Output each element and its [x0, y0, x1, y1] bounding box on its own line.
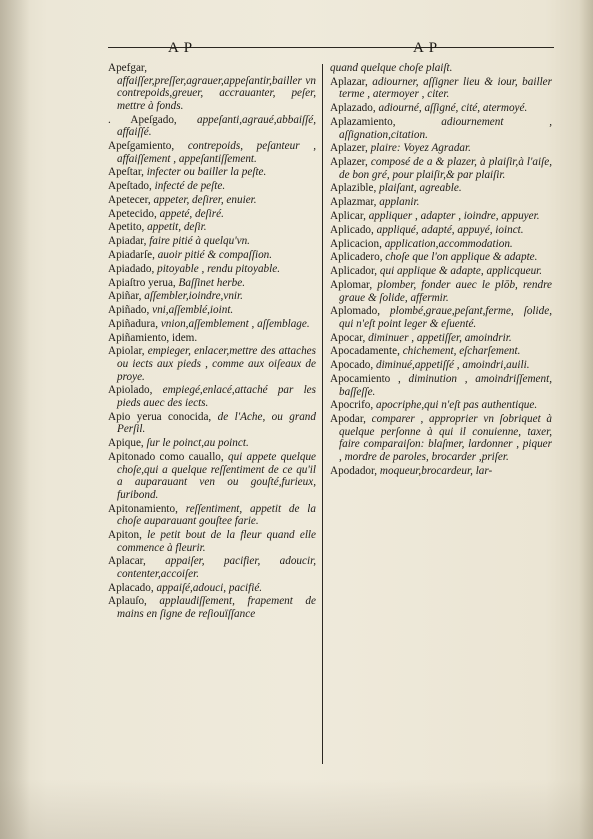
- entry-headword: Apiñadura,: [108, 317, 159, 330]
- dictionary-entry: [108, 332, 316, 345]
- dictionary-entry: [108, 318, 316, 331]
- entry-headword: Aplicacion,: [330, 237, 382, 250]
- dictionary-entry: [330, 196, 552, 209]
- entry-headword: Apiolar,: [108, 345, 145, 358]
- entry-definition: appeſanti,agraué,abbaiſſé, affaiſſé.: [117, 113, 316, 139]
- entry-headword: Aplacar,: [108, 555, 146, 568]
- entry-definition: faire pitié à quelqu'vn.: [149, 235, 250, 248]
- entry-definition: diminution , amoindriſſement, baſſeſſe.: [339, 373, 553, 398]
- entry-definition: plaiſant, agreable.: [379, 182, 462, 195]
- entry-definition: infecté de peſte.: [154, 180, 226, 193]
- dictionary-entry: [330, 399, 552, 412]
- dictionary-entry: [108, 140, 316, 165]
- entry-definition: auoir pitié & compaſſion.: [157, 249, 273, 261]
- entry-headword: Apeſgamiento,: [108, 139, 175, 152]
- entry-definition: ſur le poinct,au poinct.: [146, 437, 249, 450]
- dictionary-entry: [330, 76, 552, 101]
- entry-definition: plombé,graue,peſant,ferme, ſolide, qui n'eſt point leger & eſuenté.: [339, 305, 552, 330]
- dictionary-entry: [330, 156, 552, 181]
- entry-headword: Aplicador,: [330, 265, 378, 278]
- entry-definition: reſſentiment, appetit de la choſe auparauant gouſtee farie.: [117, 502, 316, 528]
- dictionary-entry: [108, 555, 316, 580]
- dictionary-entry: [108, 411, 316, 436]
- dictionary-entry: [108, 595, 316, 620]
- dictionary-entry: [330, 210, 552, 223]
- entry-headword: Apocamiento ,: [330, 373, 401, 386]
- dictionary-entry: [108, 263, 316, 276]
- entry-headword: Apiñamiento, idem.: [108, 331, 198, 344]
- entry-definition: appetit, deſir.: [147, 221, 207, 234]
- entry-headword: Apiton,: [108, 528, 142, 541]
- dictionary-entry: [108, 345, 316, 383]
- dictionary-entry: [108, 208, 316, 221]
- dictionary-entry: [330, 373, 552, 398]
- entry-definition: comparer , approprier vn ſobriquet à quelque perſonne à qui il conuienne, taxer, faire comparaiſon: blaſmer, lardonner , piquer , mordre de paroles, brocarder ,priſer.: [339, 413, 553, 463]
- entry-headword: Apetito,: [108, 221, 145, 234]
- entry-headword: . Apeſgado,: [108, 113, 177, 126]
- page-edge-shadow: [579, 0, 593, 839]
- entry-definition: chichement, eſcharſement.: [402, 345, 521, 358]
- entry-headword: Apetecido,: [108, 207, 157, 220]
- dictionary-entry: [108, 529, 316, 554]
- dictionary-entry: [330, 305, 552, 330]
- dictionary-entry: [330, 142, 552, 155]
- right-column: [330, 62, 552, 479]
- entry-definition: contrepoids, peſanteur , affaiſſement , appeſantiſſement.: [117, 139, 316, 165]
- entry-definition: appeté, deſiré.: [159, 207, 224, 220]
- entry-definition: diminué,appetiſſé , amoindri,auili.: [375, 359, 530, 372]
- entry-headword: Apiadar,: [108, 235, 147, 248]
- entry-definition: applanir.: [379, 196, 420, 209]
- dictionary-entry: [330, 359, 552, 372]
- dictionary-entry: [108, 290, 316, 303]
- entry-headword: Apetecer,: [108, 193, 151, 206]
- entry-definition: empiegé,enlacé,attaché par les pieds auec des iects.: [117, 384, 316, 410]
- entry-headword: Aplicadero,: [330, 251, 383, 264]
- entry-definition: applaudiſſement, frapement de mains en ſigne de reſiouïſſance: [117, 595, 316, 621]
- dictionary-entry: [330, 182, 552, 195]
- dictionary-entry: [108, 114, 316, 139]
- dictionary-entry: [108, 249, 316, 262]
- entry-definition: diminuer , appetiſſer, amoindrir.: [368, 331, 512, 344]
- running-header: [108, 38, 554, 62]
- entry-headword: Aplomar,: [330, 278, 373, 291]
- entry-definition: aſſembler,ioindre,vnir.: [144, 290, 243, 303]
- entry-headword: Apocrifo,: [330, 399, 374, 412]
- entry-headword: Apodador,: [330, 464, 378, 477]
- dictionary-entry: [108, 194, 316, 207]
- dictionary-entry: [330, 102, 552, 115]
- entry-definition: plaire: Voyez Agradar.: [370, 142, 471, 155]
- entry-definition: appliqué, adapté, appuyé, ioinct.: [376, 223, 524, 236]
- dictionary-entry: [108, 221, 316, 234]
- entry-headword: Aplazer,: [330, 142, 368, 155]
- column-divider: [322, 64, 323, 764]
- dictionary-entry: [108, 503, 316, 528]
- entry-headword: Apiadado,: [108, 262, 155, 275]
- dictionary-entry: [330, 413, 552, 463]
- entry-headword: Apiñar,: [108, 290, 142, 303]
- entry-definition: pitoyable , rendu pitoyable.: [157, 262, 281, 275]
- entry-headword: Aplomado,: [330, 305, 381, 318]
- entry-definition: appaiſé,adouci, pacifié.: [156, 581, 263, 594]
- entry-headword: Aplazmar,: [330, 196, 377, 209]
- entry-definition: application,accommodation.: [384, 237, 513, 250]
- dictionary-entry: [330, 62, 552, 75]
- dictionary-entry: [108, 277, 316, 290]
- entry-definition: adiourné, aſſigné, cité, atermoyé.: [378, 102, 528, 115]
- dictionary-entry: [330, 345, 552, 358]
- entry-definition: plomber, fonder auec le plōb, rendre graue & ſolide, affermir.: [339, 278, 552, 304]
- entry-headword: Apiñado,: [108, 304, 150, 317]
- dictionary-entry: [108, 235, 316, 248]
- entry-definition: qui appete quelque choſe,qui a quelque reſſentiment de ce qu'il a auparauant ven ou gouſté,furieux, furibond.: [117, 450, 317, 501]
- entry-definition: appeter, deſirer, enuier.: [153, 193, 257, 206]
- entry-headword: Apiolado,: [108, 384, 153, 397]
- dictionary-entry: [108, 437, 316, 450]
- bottom-shadow: [0, 779, 593, 839]
- entry-headword: Apodar,: [330, 413, 366, 426]
- entry-definition: appaiſer, pacifier, adoucir, contenter,accoiſer.: [117, 555, 316, 580]
- entry-headword: Aplauſo,: [108, 595, 147, 608]
- entry-definition: infecter ou bailler la peſte.: [146, 166, 267, 179]
- entry-definition: quand quelque choſe plaiſt.: [330, 62, 453, 74]
- entry-headword: Apocadamente,: [330, 345, 400, 358]
- dictionary-entry: [108, 180, 316, 193]
- entry-definition: composé de a & plazer, à plaiſir,à l'aiſe, de bon gré, pour plaiſir,& par plaiſir.: [339, 156, 552, 181]
- entry-headword: Apeſtado,: [108, 180, 152, 193]
- dictionary-entry: [108, 384, 316, 409]
- entry-definition: choſe que l'on applique & adapte.: [385, 251, 538, 264]
- dictionary-entry: [330, 238, 552, 251]
- dictionary-entry: [108, 62, 316, 112]
- header-right-letters: A P: [413, 40, 439, 56]
- dictionary-entry: [330, 332, 552, 345]
- dictionary-entry: [330, 251, 552, 264]
- entry-definition: vni,aſſemblé,ioint.: [152, 304, 234, 317]
- entry-headword: Aplazado,: [330, 102, 376, 115]
- entry-headword: Aplazamiento,: [330, 115, 396, 128]
- entry-headword: Apefgar,: [108, 62, 147, 74]
- dictionary-entry: [108, 304, 316, 317]
- entry-definition: adiournement , aſſignation,citation.: [339, 115, 552, 141]
- entry-headword: Aplicado,: [330, 223, 374, 236]
- entry-definition: empieger, enlacer,mettre des attaches ou iects aux pieds , comme aux oiſeaux de proye.: [117, 345, 316, 383]
- entry-definition: adiourner, aſſigner lieu & iour, bailler terme , atermoyer , citer.: [339, 75, 552, 101]
- entry-definition: moqueur,brocardeur, lar-: [379, 464, 493, 477]
- entry-definition: appliquer , adapter , ioindre, appuyer.: [368, 210, 540, 223]
- entry-headword: Apocar,: [330, 331, 366, 344]
- entry-definition: apocriphe,qui n'eſt pas authentique.: [375, 399, 538, 412]
- entry-headword: Apiaſtro yerua,: [108, 276, 176, 289]
- dictionary-entry: [108, 451, 316, 501]
- entry-headword: Apitonamiento,: [108, 502, 178, 515]
- entry-definition: de l'Ache, ou grand Perſil.: [117, 410, 316, 436]
- dictionary-entry: [330, 224, 552, 237]
- entry-headword: Apiadarſe,: [108, 249, 155, 261]
- dictionary-entry: [330, 279, 552, 304]
- entry-headword: Apio yerua conocida,: [108, 410, 212, 423]
- entry-definition: Baſſinet herbe.: [178, 276, 246, 289]
- entry-definition: qui applique & adapte, applicqueur.: [379, 265, 543, 278]
- entry-headword: Apitonado como cauallo,: [108, 450, 224, 463]
- header-left-letters: A P: [168, 40, 194, 56]
- entry-headword: Aplazer,: [330, 156, 368, 169]
- dictionary-entry: [108, 582, 316, 595]
- gutter-shadow: [0, 0, 30, 839]
- dictionary-entry: [330, 265, 552, 278]
- dictionary-entry: [330, 465, 552, 478]
- entry-definition: vnion,aſſemblement , aſſemblage.: [160, 317, 310, 330]
- dictionary-entry: [108, 166, 316, 179]
- entry-headword: Aplicar,: [330, 210, 366, 223]
- entry-definition: le petit bout de la fleur quand elle commence à fleurir.: [117, 528, 317, 554]
- entry-headword: Apocado,: [330, 359, 374, 372]
- entry-headword: Aplacado,: [108, 581, 154, 594]
- left-column: [108, 62, 316, 622]
- entry-headword: Aplazible,: [330, 182, 377, 195]
- dictionary-entry: [330, 116, 552, 141]
- entry-headword: Apeſtar,: [108, 166, 144, 179]
- entry-headword: Apique,: [108, 437, 144, 450]
- entry-headword: Aplazar,: [330, 75, 368, 88]
- entry-definition: affaiſſer,preſſer,agrauer,appeſantir,bailler vn contrepoids,greuer, accrauanter, peſer, mettre à fonds.: [117, 74, 316, 112]
